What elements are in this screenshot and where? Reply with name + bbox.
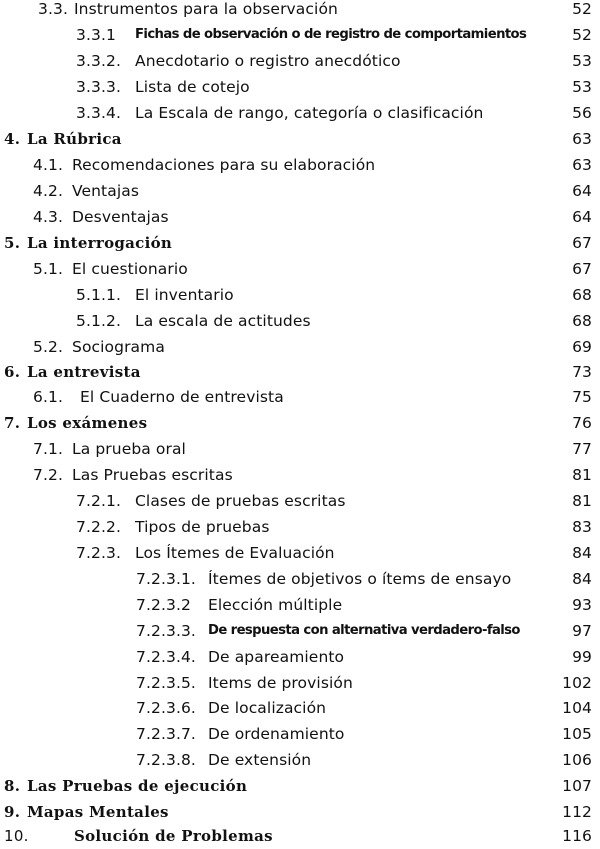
entry-page: 68 [572,312,592,330]
toc-entry-7-2-3-2 [0,594,600,616]
toc-entry-7-2-3-8 [0,749,600,771]
entry-page: 102 [562,674,592,692]
toc-entry-7-2-3-3 [0,620,600,642]
entry-number: 4. [4,130,21,148]
toc-entry-7-2-3-6 [0,697,600,719]
entry-number: 4.3. [33,208,63,226]
toc-entry-7-2-2 [0,516,600,538]
entry-page: 53 [572,52,592,70]
toc-entry-3-3 [0,0,600,20]
entry-number: 5.2. [33,338,63,356]
entry-title: Recomendaciones para su elaboración [72,156,376,174]
entry-page: 81 [572,466,592,484]
toc-entry-3-3-3 [0,76,600,98]
entry-title: Fichas de observación o de registro de comportamientos [135,27,527,42]
entry-page: 63 [572,156,592,174]
entry-title: Sociograma [72,338,165,356]
entry-page: 104 [562,699,592,717]
entry-title: Elección múltiple [208,596,343,614]
entry-title: Las Pruebas de ejecución [27,777,248,795]
toc-entry-3-3-2 [0,50,600,72]
toc-entry-7 [0,412,600,434]
entry-title: Items de provisión [208,674,353,692]
toc-entry-6 [0,361,600,383]
entry-page: 64 [572,208,592,226]
entry-number: 9. [4,803,21,821]
entry-title: El cuestionario [72,260,188,278]
entry-number: 7.2.3.3. [136,622,196,640]
entry-number: 3.3. [38,0,68,18]
entry-page: 106 [562,751,592,769]
entry-number: 7.2.3.8. [136,751,196,769]
entry-title: Los Ítemes de Evaluación [135,544,335,562]
entry-title: Las Pruebas escritas [72,466,233,484]
entry-title: Anecdotario o registro anecdótico [135,52,401,70]
entry-page: 84 [572,570,592,588]
entry-number: 6. [4,363,21,381]
toc-entry-7-2 [0,464,600,486]
entry-title: Ítemes de objetivos o ítems de ensayo [208,570,512,588]
entry-page: 67 [572,234,592,252]
entry-title: Ventajas [72,182,140,200]
toc-entry-3-3-4 [0,102,600,124]
toc-entry-5-2 [0,336,600,358]
entry-number: 3.3.3. [76,78,121,96]
entry-page: 67 [572,260,592,278]
entry-page: 83 [572,518,592,536]
entry-page: 69 [572,338,592,356]
toc-entry-5 [0,232,600,254]
entry-title: De respuesta con alternativa verdadero-falso [208,623,520,638]
entry-page: 97 [572,622,592,640]
entry-title: Desventajas [72,208,169,226]
entry-title: Instrumentos para la observación [74,0,338,18]
entry-number: 4.1. [33,156,63,174]
toc-entry-5-1 [0,258,600,280]
toc-entry-8 [0,775,600,797]
entry-page: 93 [572,596,592,614]
entry-title: Los exámenes [27,414,148,432]
entry-title: La entrevista [27,363,141,381]
toc-entry-4-1 [0,154,600,176]
entry-title: La interrogación [27,234,173,252]
entry-title: Lista de cotejo [135,78,250,96]
entry-number: 3.3.1 [76,26,116,44]
entry-title: De apareamiento [208,648,345,666]
entry-page: 68 [572,286,592,304]
toc-entry-4 [0,128,600,150]
entry-page: 105 [562,725,592,743]
entry-number: 7.1. [33,440,63,458]
toc-entry-10 [0,825,600,847]
entry-title: Solución de Problemas [74,827,273,845]
entry-number: 7.2.3.7. [136,725,196,743]
entry-title: El Cuaderno de entrevista [80,388,284,406]
entry-page: 52 [572,26,592,44]
entry-page: 52 [572,0,592,18]
entry-title: La Escala de rango, categoría o clasificación [135,104,484,122]
entry-page: 77 [572,440,592,458]
toc-entry-7-2-1 [0,490,600,512]
entry-page: 84 [572,544,592,562]
entry-page: 81 [572,492,592,510]
entry-page: 112 [562,803,592,821]
toc-entry-3-3-1 [0,24,600,46]
toc-entry-4-2 [0,180,600,202]
entry-number: 4.2. [33,182,63,200]
entry-page: 76 [572,414,592,432]
entry-title: La Rúbrica [27,130,122,148]
entry-title: De ordenamiento [208,725,345,743]
entry-number: 7.2.3.2 [136,596,191,614]
entry-page: 53 [572,78,592,96]
entry-page: 99 [572,648,592,666]
toc-entry-7-1 [0,438,600,460]
toc-entry-7-2-3-4 [0,646,600,668]
entry-title: La prueba oral [72,440,186,458]
entry-number: 3.3.4. [76,104,121,122]
toc-entry-7-2-3-7 [0,723,600,745]
entry-title: Mapas Mentales [27,803,169,821]
entry-page: 56 [572,104,592,122]
toc-entry-7-2-3-5 [0,672,600,694]
entry-number: 7.2.2. [76,518,121,536]
entry-title: El inventario [135,286,234,304]
entry-page: 116 [562,827,592,845]
entry-title: La escala de actitudes [135,312,311,330]
entry-number: 8. [4,777,21,795]
toc-entry-4-3 [0,206,600,228]
toc-entry-9 [0,801,600,823]
toc-entry-7-2-3-1 [0,568,600,590]
entry-title: De extensión [208,751,312,769]
entry-number: 5.1.1. [76,286,121,304]
entry-page: 73 [572,363,592,381]
entry-number: 7.2.3. [76,544,121,562]
entry-number: 7.2.3.6. [136,699,196,717]
entry-number: 5.1. [33,260,63,278]
entry-number: 7.2.3.1. [136,570,196,588]
entry-page: 107 [562,777,592,795]
entry-number: 7. [4,414,21,432]
entry-page: 64 [572,182,592,200]
toc-entry-7-2-3 [0,542,600,564]
entry-number: 5. [4,234,21,252]
entry-number: 7.2.1. [76,492,121,510]
entry-number: 7.2.3.4. [136,648,196,666]
entry-number: 7.2. [33,466,63,484]
entry-number: 5.1.2. [76,312,121,330]
entry-number: 6.1. [33,388,63,406]
entry-number: 7.2.3.5. [136,674,196,692]
toc-entry-6-1 [0,386,600,408]
entry-page: 75 [572,388,592,406]
entry-title: De localización [208,699,327,717]
entry-title: Clases de pruebas escritas [135,492,346,510]
entry-number: 3.3.2. [76,52,121,70]
entry-number: 10. [4,827,29,845]
entry-page: 63 [572,130,592,148]
entry-title: Tipos de pruebas [135,518,270,536]
toc-entry-5-1-2 [0,310,600,332]
toc-entry-5-1-1 [0,284,600,306]
